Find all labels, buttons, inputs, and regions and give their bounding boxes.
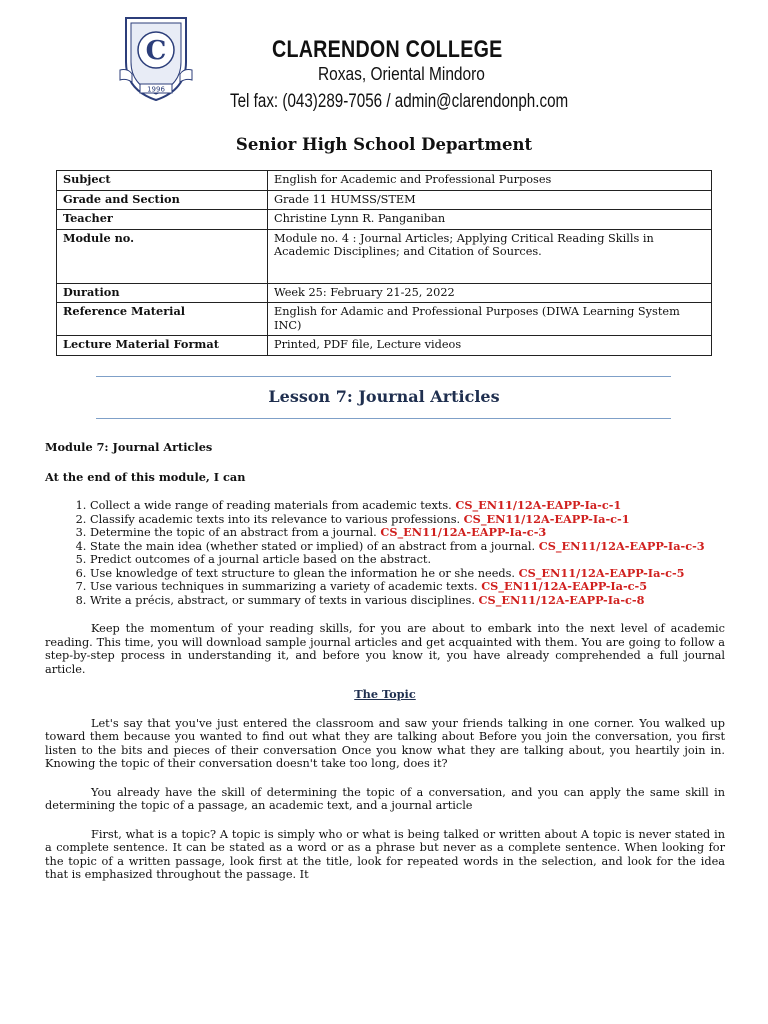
svg-text:1996: 1996	[147, 85, 165, 94]
objective-text: Predict outcomes of a journal article based on the abstract.	[90, 553, 432, 566]
competency-code: CS_EN11/12A-EAPP-Ia-c-5	[518, 565, 685, 580]
topic-heading: The Topic	[354, 687, 416, 701]
list-item	[90, 526, 725, 540]
list-item	[90, 567, 725, 581]
department-title: Senior High School Department	[235, 135, 533, 154]
info-label: Lecture Material Format	[57, 336, 268, 356]
table-row	[57, 229, 712, 283]
info-label: Grade and Section	[57, 190, 268, 210]
table-row	[57, 190, 712, 210]
table-row	[57, 303, 712, 336]
letterhead	[0, 0, 768, 125]
info-value: Week 25: February 21-25, 2022	[268, 283, 712, 303]
list-item	[90, 580, 725, 594]
info-label: Subject	[57, 171, 268, 191]
list-item	[90, 540, 725, 554]
divider-top	[96, 376, 671, 377]
info-label: Teacher	[57, 210, 268, 230]
objective-text: Determine the topic of an abstract from a journal.	[90, 526, 377, 539]
module-content	[45, 441, 725, 882]
table-row	[57, 336, 712, 356]
objective-text: Use various techniques in summarizing a variety of academic texts.	[90, 580, 478, 593]
info-value: Grade 11 HUMSS/STEM	[268, 190, 712, 210]
college-name: CLARENDON COLLEGE	[272, 36, 503, 63]
table-row	[57, 283, 712, 303]
module-info-table	[56, 170, 712, 356]
info-label: Reference Material	[57, 303, 268, 336]
list-item	[90, 513, 725, 527]
info-label: Module no.	[57, 229, 268, 283]
competency-code: CS_EN11/12A-EAPP-Ia-c-5	[481, 579, 648, 593]
module-title: Module 7: Journal Articles	[45, 440, 213, 454]
objective-text: Use knowledge of text structure to glean the information he or she needs.	[90, 566, 516, 580]
competency-code: CS_EN11/12A-EAPP-Ia-c-3	[380, 525, 547, 539]
objective-text: State the main idea (whether stated or implied) of an abstract from a journal.	[90, 539, 536, 553]
info-value: Module no. 4 : Journal Articles; Applying Critical Reading Skills in Academic Disciplines; and Citation of Sources.	[268, 229, 712, 283]
table-row	[57, 171, 712, 191]
divider-bottom	[96, 418, 671, 419]
info-value: English for Academic and Professional Purposes	[268, 171, 712, 191]
competency-code: CS_EN11/12A-EAPP-Ia-c-8	[478, 592, 645, 607]
college-location: Roxas, Oriental Mindoro	[318, 64, 485, 84]
intro-paragraph: Keep the momentum of your reading skills, for you are about to embark into the next level of academic reading. This time, you will download sample journal articles and get acquainted with them. You are going to follow a step-by-step process in understanding it, and before you know it, you have already comprehended a full journal article.	[45, 622, 725, 676]
list-item	[90, 499, 725, 513]
objectives-list	[45, 499, 725, 607]
svg-text:C: C	[145, 36, 167, 66]
competency-code: CS_EN11/12A-EAPP-Ia-c-1	[455, 498, 622, 512]
info-label: Duration	[57, 283, 268, 303]
list-item	[90, 553, 725, 567]
objective-text: Classify academic texts into its relevance to various professions.	[90, 512, 461, 526]
competency-code: CS_EN11/12A-EAPP-Ia-c-3	[538, 538, 705, 553]
objective-text: Write a précis, abstract, or summary of texts in various disciplines.	[90, 593, 475, 607]
competency-code: CS_EN11/12A-EAPP-Ia-c-1	[463, 511, 630, 526]
objectives-intro: At the end of this module, I can	[45, 469, 246, 484]
lesson-title: Lesson 7: Journal Articles	[268, 387, 500, 406]
topic-paragraph-1: Let's say that you've just entered the classroom and saw your friends talking in one corner. You walked up toward them because you wanted to find out what they are talking about Before you join the conversation, you first listen to the bits and pieces of their conversation Once you know what they are talking about, you heartily join in. Knowing the topic of their conversation doesn't take too long, does it?	[45, 716, 725, 770]
info-value: Printed, PDF file, Lecture videos	[268, 336, 712, 356]
list-item	[90, 594, 725, 608]
college-contact: Tel fax: (043)289-7056 / admin@clarendonph.com	[230, 91, 569, 112]
topic-paragraph-3: First, what is a topic? A topic is simply who or what is being talked or written about A topic is never stated in a complete sentence. It can be stated as a word or as a phrase but never as a complete sentence. When looking for the topic of a written passage, look first at the title, look for repeated words in the selection, and look for the idea that is emphasized throughout the passage. It	[45, 827, 725, 881]
info-value: English for Adamic and Professional Purposes (DIWA Learning System INC)	[268, 303, 712, 336]
table-row	[57, 210, 712, 230]
topic-paragraph-2: You already have the skill of determining the topic of a conversation, and you can apply the same skill in determining the topic of a passage, an academic text, and a journal article	[45, 785, 725, 812]
info-value: Christine Lynn R. Panganiban	[268, 210, 712, 230]
college-seal-logo	[116, 12, 196, 104]
objective-text: Collect a wide range of reading materials from academic texts.	[90, 499, 452, 512]
